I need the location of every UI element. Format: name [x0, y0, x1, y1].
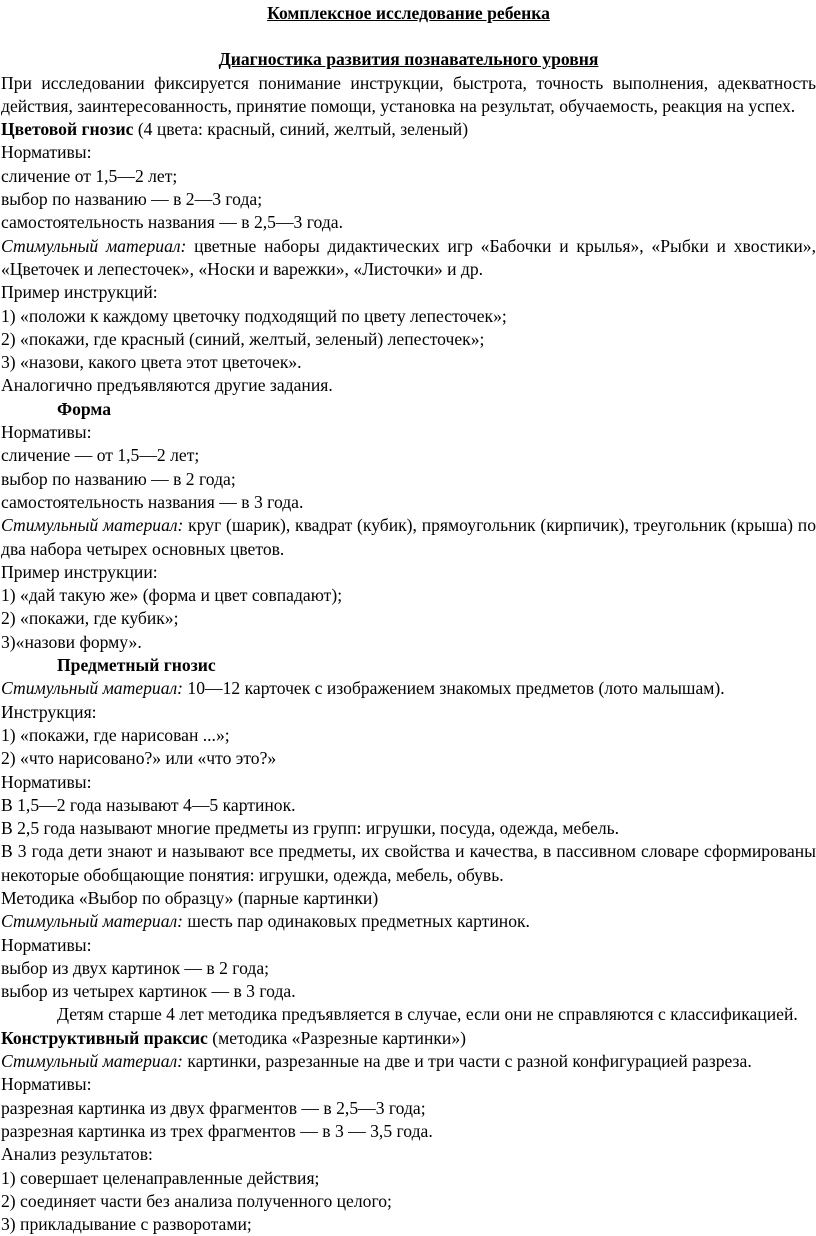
color-norm-item: выбор по названию — в 2—3 года;	[1, 189, 263, 210]
sample-note: Детям старше 4 лет методика предъявляется в случае, если они не справляются с классификацией.	[57, 1004, 798, 1025]
color-instruction-item: 3) «назови, какого цвета этот цветочек».	[1, 352, 302, 373]
constructive-norm-item: разрезная картинка из двух фрагментов — в 2,5—3 года;	[1, 1097, 426, 1118]
object-norm-3: В 3 года дети знают и называют все предметы, их свойства и качества, в пассивном словаре сформированы некоторые обобщающие понятия: игрушки, одежда, мебель, обувь.	[1, 841, 816, 885]
constructive-analysis-item: 3) прикладывание с разворотами;	[1, 1214, 252, 1235]
sample-stimulus-label: Стимульный материал:	[1, 911, 184, 932]
object-gnosis-heading: Предметный гнозис	[57, 655, 216, 676]
intro-paragraph: При исследовании фиксируется понимание инструкции, быстрота, точность выполнения, адекватность действия, заинтересованность, принятие помощи, установка на результат, обучаемость, реакция на успех.	[1, 72, 816, 116]
color-gnosis-note: (4 цвета: красный, синий, желтый, зеленый)	[133, 119, 469, 140]
object-instruction-label: Инструкция:	[1, 701, 97, 722]
constructive-stimulus-label: Стимульный материал:	[1, 1051, 184, 1072]
object-instruction-item: 2) «что нарисовано?» или «что это?»	[1, 748, 277, 769]
form-example-label: Пример инструкции:	[1, 561, 158, 582]
spacer	[1, 25, 816, 48]
color-stimulus-paragraph	[1, 235, 816, 282]
sample-norms-label: Нормативы:	[1, 934, 92, 955]
form-stimulus-text: круг (шарик), квадрат (кубик), прямоугольник (кирпичик), треугольник (крыша) по два набора четырех основных цветов.	[1, 515, 816, 559]
color-gnosis-heading: Цветовой гнозис	[1, 119, 134, 140]
constructive-stimulus-text: картинки, разрезанные на две и три части с разной конфигурацией разреза.	[183, 1051, 752, 1072]
sample-stimulus-text: шесть пар одинаковых предметных картинок.	[183, 911, 530, 932]
form-norm-item: самостоятельность названия — в 3 года.	[1, 491, 304, 512]
form-norm-item: сличение — от 1,5—2 лет;	[1, 445, 200, 466]
form-norm-item: выбор по названию — в 2 года;	[1, 468, 236, 489]
constructive-analysis-item: 1) совершает целенаправленные действия;	[1, 1167, 320, 1188]
form-norms-label: Нормативы:	[1, 422, 92, 443]
color-gnosis-heading-line	[1, 118, 816, 141]
sample-method-title: Методика «Выбор по образцу» (парные картинки)	[1, 887, 379, 908]
constructive-norm-item: разрезная картинка из трех фрагментов — в 3 — 3,5 года.	[1, 1120, 433, 1141]
constructive-analysis-item: 2) соединяет части без анализа полученного целого;	[1, 1190, 392, 1211]
constructive-heading-line	[1, 1027, 816, 1050]
constructive-heading: Конструктивный праксис	[1, 1027, 208, 1048]
document-subtitle: Диагностика развития познавательного уровня	[218, 49, 599, 70]
color-stimulus-text: цветные наборы дидактических игр «Бабочки и крылья», «Рыбки и хвостики», «Цветочек и лепесточек», «Носки и варежки», «Листочки» и др.	[1, 235, 816, 279]
sample-stimulus-line	[1, 910, 816, 933]
constructive-stimulus-line	[1, 1050, 816, 1073]
constructive-note: (методика «Разрезные картинки»)	[207, 1027, 466, 1048]
color-instruction-item: 1) «положи к каждому цветочку подходящий по цвету лепесточек»;	[1, 305, 507, 326]
document-title: Комплексное исследование ребенка	[267, 3, 550, 23]
object-norm-2: В 2,5 года называют многие предметы из групп: игрушки, посуда, одежда, мебель.	[1, 818, 620, 839]
color-example-label: Пример инструкций:	[1, 282, 158, 303]
color-norm-item: самостоятельность названия — в 2,5—3 года.	[1, 212, 343, 233]
color-norm-item: сличение от 1,5—2 лет;	[1, 165, 178, 186]
color-instruction-item: 2) «покажи, где красный (синий, желтый, зеленый) лепесточек»;	[1, 328, 485, 349]
sample-norm-item: выбор из двух картинок — в 2 года;	[1, 957, 270, 978]
sample-norm-item: выбор из четырех картинок — в 3 года.	[1, 981, 296, 1002]
object-stimulus-line	[1, 677, 816, 700]
form-stimulus-paragraph	[1, 514, 816, 561]
form-heading: Форма	[57, 398, 112, 419]
form-instruction-item: 2) «покажи, где кубик»;	[1, 608, 179, 629]
object-instruction-item: 1) «покажи, где нарисован ...»;	[1, 724, 230, 745]
form-stimulus-label: Стимульный материал:	[1, 515, 184, 536]
object-stimulus-text: 10—12 карточек с изображением знакомых предметов (лото малышам).	[183, 678, 725, 699]
object-stimulus-label: Стимульный материал:	[1, 678, 184, 699]
color-stimulus-label: Стимульный материал:	[1, 235, 187, 256]
object-norm-1: В 1,5—2 года называют 4—5 картинок.	[1, 794, 296, 815]
color-norms-label: Нормативы:	[1, 142, 92, 163]
constructive-norms-label: Нормативы:	[1, 1074, 92, 1095]
form-instruction-item: 1) «дай такую же» (форма и цвет совпадают);	[1, 585, 343, 606]
object-norms-label: Нормативы:	[1, 771, 92, 792]
constructive-analysis-label: Анализ результатов:	[1, 1144, 153, 1165]
form-instruction-item: 3)«назови форму».	[1, 631, 142, 652]
color-note: Аналогично предъявляются другие задания.	[1, 375, 333, 396]
